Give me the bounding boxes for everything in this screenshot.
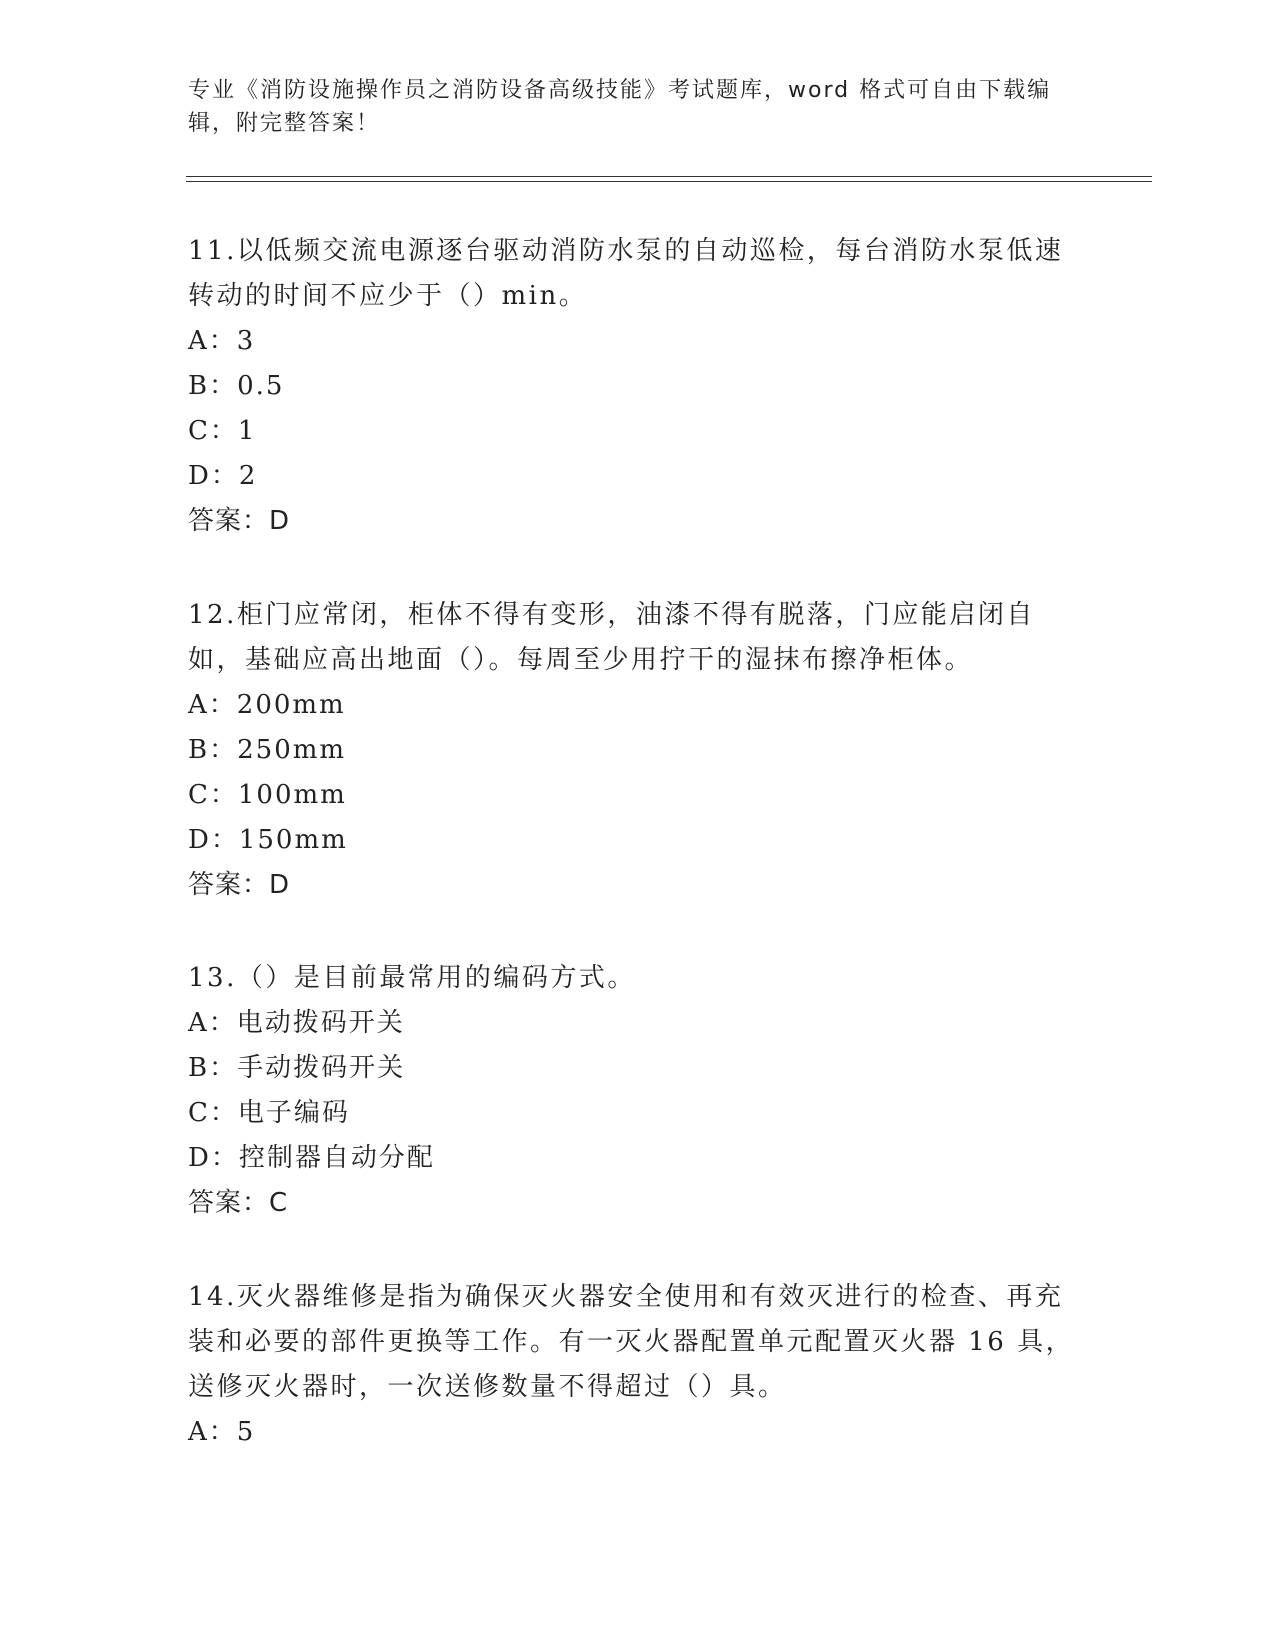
question-stem: 11.以低频交流电源逐台驱动消防水泵的自动巡检，每台消防水泵低速转动的时间不应少于（）min。 xyxy=(188,236,1064,311)
question-stem: 12.柜门应常闭，柜体不得有变形，油漆不得有脱落，门应能启闭自如，基础应高出地面（）。每周至少用拧干的湿抹布擦净柜体。 xyxy=(188,600,1035,675)
question-11 xyxy=(188,229,1088,544)
option-a: A：3 xyxy=(188,326,256,356)
option-d: D：控制器自动分配 xyxy=(188,1143,435,1173)
option-b: B：0.5 xyxy=(188,371,285,401)
question-13 xyxy=(188,956,1088,1226)
option-a: A：电动拨码开关 xyxy=(188,1008,405,1038)
question-12 xyxy=(188,593,1088,908)
option-a: A：200mm xyxy=(188,690,346,720)
answer: 答案：C xyxy=(188,1188,289,1218)
option-d: D：150mm xyxy=(188,825,348,855)
question-14 xyxy=(188,1275,1088,1455)
option-c: C：电子编码 xyxy=(188,1098,350,1128)
option-c: C：1 xyxy=(188,416,257,446)
question-stem: 14.灭火器维修是指为确保灭火器安全使用和有效灭进行的检查、再充装和必要的部件更换等工作。有一灭火器配置单元配置灭火器 16 具，送修灭火器时，一次送修数量不得超过（）具。 xyxy=(188,1282,1075,1402)
option-b: B：250mm xyxy=(188,735,347,765)
document-header: 专业《消防设施操作员之消防设备高级技能》考试题库，word 格式可自由下载编辑，附完整答案！ xyxy=(188,78,1052,136)
answer: 答案：D xyxy=(188,506,291,536)
question-stem: 13.（）是目前最常用的编码方式。 xyxy=(188,963,636,993)
option-b: B：手动拨码开关 xyxy=(188,1053,406,1083)
option-a: A：5 xyxy=(188,1417,256,1447)
option-c: C：100mm xyxy=(188,780,347,810)
header-divider-bottom xyxy=(186,181,1152,182)
option-d: D：2 xyxy=(188,461,258,491)
answer: 答案：D xyxy=(188,870,291,900)
header-divider-top xyxy=(186,176,1152,177)
